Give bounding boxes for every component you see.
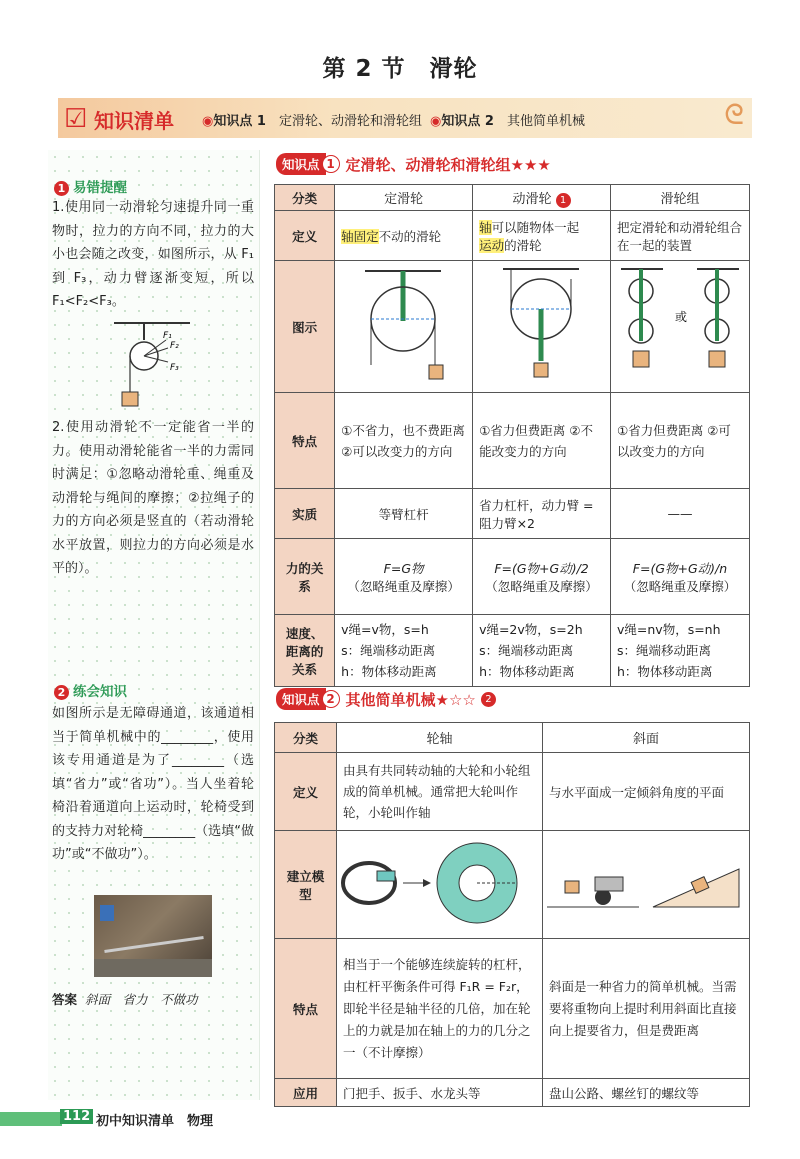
kp1-table: 分类 定滑轮 动滑轮 1 滑轮组 定义 轴固定不动的滑轮 轴可以随物体一起 运动的滑轮 把定滑轮和动滑轮组合在一起的装置 图示 或 特点 ①不省力，也不费距离 ②可以改变力的方向 ①省力但费距离 ②不能改变力的方向 ①省力但费距离 ②可以改变力的方向 实质 等臂杠杆 省力杠杆，动力臂 = 阻力臂×2 —— 力的关系 F=G物 （忽略绳重及摩擦） F=(G物+G动)/2 （忽略绳重及摩擦） F=(G物+G动)/n （忽略绳重及摩擦） 速度、距离的关系 v绳=v物，s=h s：绳端移动距离 h：物体移动距离 v绳=2v物，s=2h s：绳端移动距离 h：物体移动距离 v绳=nv物，s=nh s：绳端移动距离 h：物体移动距离 [274, 184, 750, 687]
book-title: 初中知识清单 物理 [96, 1114, 214, 1129]
answer-line: 答案 斜面 省力 不做功 [52, 992, 198, 1007]
incline-diagram [543, 831, 749, 935]
sidebar-heading-1: 1 易错提醒 [54, 176, 127, 196]
fig-label-f2: F₂ [170, 341, 179, 351]
kp2-heading: 知识点 2 其他简单机械★☆☆ 2 [276, 688, 496, 710]
or-label: 或 [675, 310, 688, 324]
page-footer [0, 1108, 240, 1130]
page-title: 第 2 节 滑轮 [322, 56, 478, 82]
sidebar-paragraph-3: 如图所示是无障碍通道，该通道相当于简单机械中的________，使用该专用通道是为了________（选填“省力”或“省功”）。当人坐着轮椅沿着通道向上运动时，轮椅受到的支持力对轮椅________（选填“做功”或“不做功”）。 [52, 706, 254, 862]
pulley-figure-small [108, 318, 198, 414]
fig-label-f1: F₁ [163, 331, 172, 341]
ramp-photo [94, 895, 212, 977]
banner-kp1: ◉知识点 1 定滑轮、动滑轮和滑轮组 [202, 114, 422, 129]
kp2-table: 分类 轮轴 斜面 定义 由具有共同转动轴的大轮和小轮组成的简单机械。通常把大轮叫作轮，小轮叫作轴 与水平面成一定倾斜角度的平面 建立模型 特点 相当于一个能够连续旋转的杠杆，由杠杆平衡条件可得 F₁R = F₂r，即轮半径是轴半径的几倍，加在轮上的力就是加在轴上的力的几分之一（不计摩擦） 斜面是一种省力的简单机械。当需要将重物向上提时利用斜面比直接向上提要省力，但是费距离 应用 门把手、扳手、水龙头等 盘山公路、螺丝钉的螺纹等 [274, 722, 750, 1107]
sidebar-heading-2: 2 练会知识 [54, 680, 127, 700]
wheel-axle-diagram [337, 831, 541, 935]
sidebar-paragraph-2: 2.使用动滑轮不一定能省一半的力。使用动滑轮能省一半的力需同时满足：①忽略动滑轮重、绳重及动滑轮与绳间的摩擦；②拉绳子的力的方向必须是竖直的（若动滑轮水平放置，则拉力的方向必须是水平的）。 [52, 420, 254, 576]
banner-title: 知识清单 [94, 109, 174, 133]
wheelchair-sign-icon [100, 905, 114, 921]
knowledge-banner [58, 98, 752, 138]
fixed-pulley-diagram [335, 261, 471, 389]
page-number: 112 [60, 1109, 93, 1124]
sidebar-paragraph-1: 1.使用同一动滑轮匀速提升同一重物时，拉力的方向不同，拉力的大小也会随之改变，如图所示，从 F₁ 到 F₃，动力臂逐渐变短，所以 F₁<F₂<F₃。 [52, 200, 254, 309]
kp1-heading: 知识点 1 定滑轮、动滑轮和滑轮组★★★ [276, 153, 551, 175]
checkmark-icon: ☑ [64, 104, 88, 134]
pulley-block-diagram [611, 261, 749, 389]
banner-kp2: ◉知识点 2 其他简单机械 [430, 114, 585, 129]
movable-pulley-diagram [473, 261, 609, 389]
fig-label-f3: F₃ [170, 363, 179, 373]
decor-swirl-icon: ᘓ [724, 98, 744, 131]
